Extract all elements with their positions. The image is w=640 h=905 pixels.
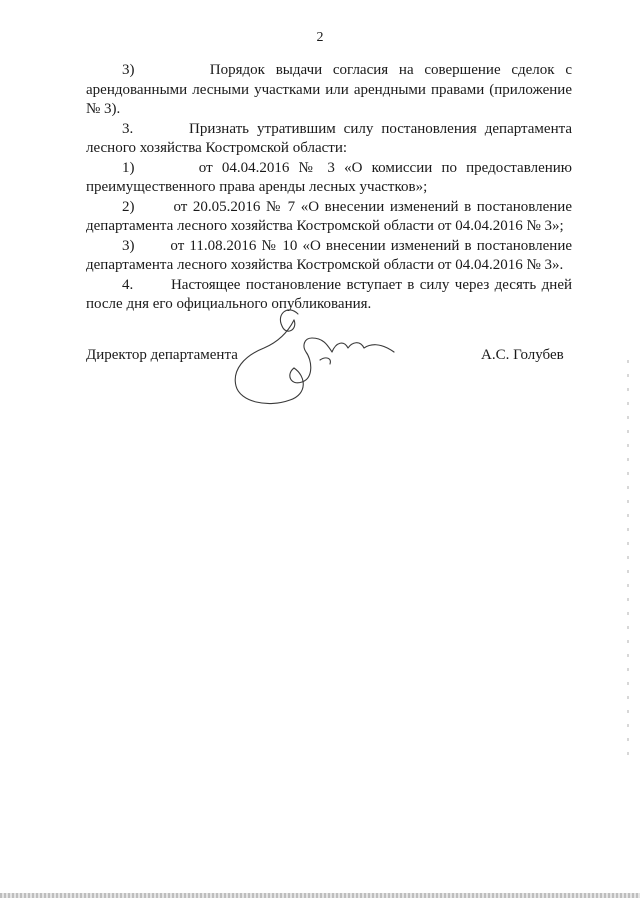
signatory-name: А.С. Голубев [481,347,564,363]
repealed-item-3: 3) от 11.08.2016 № 10 «О внесении изменений в постановление департамента лесного хозяйства Костромской области от 04.04.2016 № 3». [86,237,572,273]
paragraph-procedure-consent: 3) Порядок выдачи согласия на совершение сделок с арендованными лесными участками или арендными правами (приложение № 3). [86,62,572,117]
repealed-item-2: 2) от 20.05.2016 № 7 «О внесении изменений в постановление департамента лесного хозяйства Костромской области от 04.04.2016 № 3»; [86,198,572,234]
paragraph-repeal-clause: 3. Признать утратившим силу постановления департамента лесного хозяйства Костромской области: [86,120,572,156]
scan-edge-right [627,360,629,760]
scan-edge-bottom [0,893,640,898]
signatory-title: Директор департамента [86,347,238,363]
paragraph-entry-into-force: 4. Настоящее постановление вступает в силу через десять дней после дня его официального опубликования. [86,276,572,312]
document-body [86,61,572,315]
handwritten-signature [228,302,408,414]
page-number: 2 [316,30,324,45]
repealed-item-1: 1) от 04.04.2016 № 3 «О комиссии по предоставлению преимущественного права аренды лесных участков»; [86,159,572,195]
